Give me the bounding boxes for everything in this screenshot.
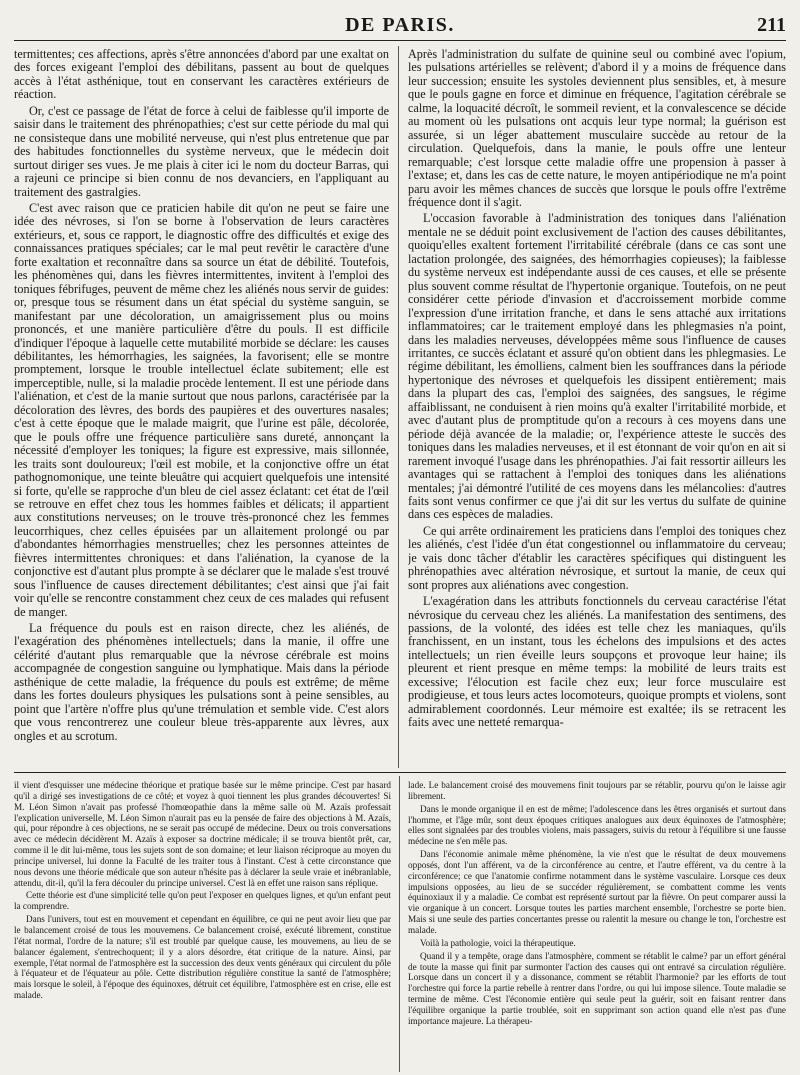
page-number: 211: [757, 14, 786, 36]
paragraph: il vient d'esquisser une médecine théorique et pratique basée sur le même principe. C'est par hasard qu'il a dirigé ses investigations de ce côté; et voyez à quoi tiennent les plus grandes découvertes! Si M. Léon Simon n'avait pas professé l'homœopathie dans la même salle où M. Azaïs professait l'explication universelle, M. Léon Simon n'aurait pas eu la pensée de faire des objections à M. Azaïs, qui, pour répondre à ces objections, ne se serait pas occupé de médecine. Deux ou trois conversations avec ce médecin décidèrent M. Azaïs à exposer sa doctrine médicale; il se trouva bientôt prêt, car, comme il le dit lui-même, tous les sujets sont de son domaine; et leur liaison réciproque au moyen du principe universel, lui donne la Faculté de les traiter tous à l'instant. C'est à cette circonstance que nous devons une théorie médicale que son auteur n'hésite pas à déclarer la seule vraie et inébranlable, attendu, dit-il, qu'il la fera découler du principe universel. C'est là en effet une raison sans réplique.: [14, 780, 391, 888]
paragraph: L'occasion favorable à l'administration des toniques dans l'aliénation mentale ne se déduit point exclusivement de l'action des causes débilitantes, quoiqu'elles exaltent fortement l'irritabilité cérébrale (dans ce cas sont une lactation prolongée, des saignées, des hémorrhagies copieuses); la faiblesse du système nerveux est indépendante aussi de ces causes, et elle se présente plus souvent comme résultat de l'hypertonie organique. Toutefois, on ne peut considérer cette période d'invasion et d'accroissement morbide comme l'expression d'une irritation franche, et dans le sens attaché aux irritations inflammatoires; car le traitement employé dans les phlegmasies n'a point, dans les maladies nerveuses, développées même sous l'influence de causes irritantes, ce succès éclatant et assuré qu'on obtient dans les phlegmasies. Le régime débilitant, les émolliens, calment bien les souffrances dans la période hypertonique des névroses et quelquefois les dissipent entièrement; mais dans la plupart des cas, l'emploi des saignées, des sangsues, le régime affaiblissant, ne conduisent à rien moins qu'à exalter l'irritabilité morbide, et avec d'autant plus de promptitude qu'on a recours à ces moyens dans une période déjà avancée de la maladie; or, l'expérience atteste le succès des toniques dans les maladies nerveuses, et il est étonnant de voir qu'on en ait si rarement invoqué l'usage dans les phrénopathies. J'ai fait ressortir ailleurs les avantages qui se rattachent à l'emploi des toniques dans les aliénations mentales; j'ai démontré l'utilité de ces moyens dans les mélancolies: d'autres faits sont venus confirmer ce que j'ai dit sur les vertus du sulfate de quinine dans ces espèces de maladies.: [408, 211, 786, 522]
paragraph: termittentes; ces affections, après s'être annoncées d'abord par une exaltat on des forces exigeant l'emploi des débilitans, passent au bout de quelques accès à l'état asthénique, tout en conservant les caractères extérieurs de réaction.: [14, 48, 389, 102]
feuilleton-rule: [14, 772, 786, 773]
paragraph: Cette théorie est d'une simplicité telle qu'on peut l'exposer en quelques lignes, et qu'un enfant peut la comprendre.: [14, 890, 391, 912]
paragraph: Or, c'est ce passage de l'état de force à celui de faiblesse qu'il importe de saisir dans le traitement des phrénopathies; c'est sur cette période du mal qui ne consisteque dans une mobilité nerveuse, qui n'est plus entretenue que par des habitudes fonctionnelles du système nerveux, que le médecin doit surtout diriger ses vues. Je me plais à citer ici le nom du docteur Barras, qui a rajeuni ce principe si bien connu de nos devanciers, en l'appliquant au traitement des gastralgies.: [14, 103, 389, 199]
main-column-right: [408, 48, 786, 766]
main-column-left: [14, 48, 389, 766]
paragraph: C'est avec raison que ce praticien habile dit qu'on ne peut se faire une idée des névroses, si l'on se borne à l'observation de leurs caractères extérieurs, et, sous ce rapport, le diagnostic offre des difficultés et exige des connaissances pratiques spéciales; car le mal peut revêtir le caractère d'une forte exaltation et reconnaître dans sa source un état de débilité. Toutefois, les phénomènes qui, dans les fièvres intermittentes, invitent à l'emploi des toniques fébrifuges, peuvent de même chez les aliénés nous servir de guides: or, presque tous se résument dans un état spécial du système sanguin, se manifestant par une décoloration, un amaigrissement plus ou moins prononcés, et une manière particulière d'être du pouls. Il est difficile d'indiquer l'époque à laquelle cette mutabilité morbide se déclare: les causes débilitantes, les hémorrhagies, les saignées, la favorisent; elle se montre promptement, lorsque le trouble intellectuel éclate subitement; elle est imperceptible, nulle, si la maladie procède lentement. Il est une période dans l'aliénation, et c'est de la manie surtout que nous parlons, caractérisée par la décoloration des lèvres, des bords des paupières et des ouvertures nasales; c'est à cette époque que le malade maigrit, que l'urine est pâle, décolorée, que le pouls offre une fréquence particulière sans dureté, annonçant la nécessité d'employer les toniques; la figure est expressive, mais sillonnée, les traits sont douloureux; l'œil est mobile, et la conjonctive offre un état pathognomonique, une teinte bleuâtre qui acquiert quelquefois une intensité si forte, qu'elle se rapproche d'un bleu de ciel assez éclatant: cet état de l'œil se retrouve en effet chez tous les hommes faibles et délicats; il appartient aux constitutions nerveuses; on le trouve très-prononcé chez les femmes leucorrhiques, chez celles épuisées par un allaitement prolongé ou par d'abondantes hémorrhagies menstruelles; chez les personnes atteintes de fièvres intermittentes chroniques: et dans l'aliénation, la cyanose de la conjonctive est d'autant plus prompte à se déclarer que le malade s'est trouvé sous l'influence de causes directement débilitantes; c'est ainsi que j'ai fait voir qu'elle se rencontre constamment chez ceux de ces malades qui refusent de manger.: [14, 200, 389, 619]
paragraph: La fréquence du pouls est en raison directe, chez les aliénés, de l'exagération des phénomènes intellectuels; dans la manie, il offre une célérité d'autant plus remarquable que la névrose cérébrale est moins accompagnée de congestion sanguine ou lymphatique. Mais dans la période asthénique de cette maladie, la fréquence du pouls est extrême; de même dans les fortes douleurs physiques les pulsations sont à peine sensibles, au point que l'artère n'offre plus qu'une trémulation et semble vide. C'est alors que vous rencontrerez une couleur bleue très-apparente aux lèvres, aux ongles et au scrotum.: [14, 621, 389, 743]
paragraph: Dans le monde organique il en est de même; l'adolescence dans les êtres organisés et surtout dans l'homme, et l'âge mûr, sont deux époques critiques analogues aux deux équinoxes de l'atmosphère; elles sont signalées par des troubles violens, mais passagers, suivis du retour à l'équilibre si une fausse médecine ne s'en mêle pas.: [408, 803, 786, 847]
paragraph: L'exagération dans les attributs fonctionnels du cerveau caractérise l'état névrosique du cerveau chez les aliénés. La manifestation des sentimens, des passions, de la volonté, des idées est telle chez les maniaques, qu'ils franchissent, en un instant, tous les échelons des impulsions et des actes intellectuels; un rien éveille leurs soupçons et provoque leur haine; ils pleurent et rient presque en même temps: la mobilité de leurs traits est excessive; l'élocution est facile chez eux; leur force musculaire est prodigieuse, et tous leurs actes locomoteurs, quoique prompts et violens, sont admirablement coordonnés. Leur mémoire est exaltée; ils se retracent les faits avec une netteté remarqua-: [408, 594, 786, 730]
page-header: [0, 0, 800, 42]
column-divider: [399, 776, 400, 1072]
header-rule: [14, 40, 786, 41]
feuilleton-column-right: [408, 780, 786, 1072]
paragraph: Voilà la pathologie, voici la thérapeutique.: [420, 937, 576, 948]
feuilleton-column-left: [14, 780, 391, 1072]
paragraph: Dans l'univers, tout est en mouvement et cependant en équilibre, ce qui ne peut avoir lieu que par le balancement croisé de tous les mouvemens. Ce balancement croisé, exécuté librement, constitue l'état normal, l'ordre de la nature; s'il est troublé par quelque cause, les mouvemens, au lieu de se balancer également, s'entrechoquent; il y a alors désordre, état critique de la nature. Ainsi, par exemple, l'état normal de l'atmosphère est la succession des deux vents généraux qui circulent du pôle à l'équateur et de l'équateur au pôle. Cette distribution régulière constitue la santé de l'atmosphère; mais lorsque le soleil, à l'époque des équinoxes, détruit cet équilibre, l'atmosphère est en crise, elle est malade.: [14, 914, 391, 1001]
paragraph: Après l'administration du sulfate de quinine seul ou combiné avec l'opium, les pulsations artérielles se relèvent; d'abord il y a moins de fréquence dans leur succession; ensuite les systoles deviennent plus sensibles, et, à mesure que le pouls gagne en force et diminue en fréquence, l'agitation cérébrale se calme, la loquacité décroît, le sommeil revient, et la convalescence se décide au moment où les pulsations ont acquis leur type normal; la guérison est assurée, si un léger abattement musculaire succède au retour de la circulation. Quelquefois, dans la manie, le pouls offre une lenteur remarquable; c'est lorsque cette maladie offre une propension à passer à l'extase; et, dans les cas de cette nature, le moyen antipériodique ne m'a point paru avoir les mêmes chances de succès que lorsque le pouls offre l'extrême fréquence dont il s'agit.: [408, 48, 786, 209]
running-title: DE PARIS.: [345, 14, 455, 36]
paragraph: Ce qui arrête ordinairement les praticiens dans l'emploi des toniques chez les aliénés, c'est l'idée d'un état congestionnel ou inflammatoire du cerveau; je vais donc tâcher d'établir les caractères spécifiques qui distinguent les phrénopathies avec altération névrosique, et surtout la manie, de ceux qui sont propres aux aliénations avec congestion.: [408, 523, 786, 592]
column-divider: [398, 46, 399, 768]
paragraph: lade. Le balancement croisé des mouvemens finit toujours par se rétablir, pourvu qu'on le laisse agir librement.: [408, 780, 786, 801]
paragraph: Quand il y a tempête, orage dans l'atmosphère, comment se rétablit le calme? par un effort général de toute la masse qui finit par surmonter l'action des causes qui ont entravé sa circulation régulière. Lorsque dans un concert il y a dissonance, comment se rétablit l'harmonie? par les efforts de tout l'orchestre qui force la partie rebelle à rentrer dans l'ordre, ou qui lui impose silence. Toute maladie se termine de même. C'est l'économie entière qui seule peut la guérir, soit en faisant rentrer dans l'équilibre organique la partie troublée, soit en supprimant son action quand elle n'est pas d'une importance majeure. La thérapeu-: [408, 950, 786, 1026]
paragraph: Dans l'économie animale même phénomène, la vie n'est que le résultat de deux mouvemens opposés, dont l'un afférent, va de la circonférence au centre, et l'autre efférent, va du centre à la circonférence; ce que l'anatomie confirme notamment dans le système vasculaire. Lorsque ces deux impulsions opposées, au lieu de se succéder régulièrement, se combattent comme les vents équinoxiaux il y a maladie. Ce combat est représenté surtout par la fièvre. On peut comparer aussi la vie organique à un concert. Lorsque toutes les parties marchent ensemble, l'orchestre se porte bien. Mais si une seule des parties concertantes presse ou ralentit la mesure ou change le ton, l'orchestre est malade.: [408, 849, 786, 935]
